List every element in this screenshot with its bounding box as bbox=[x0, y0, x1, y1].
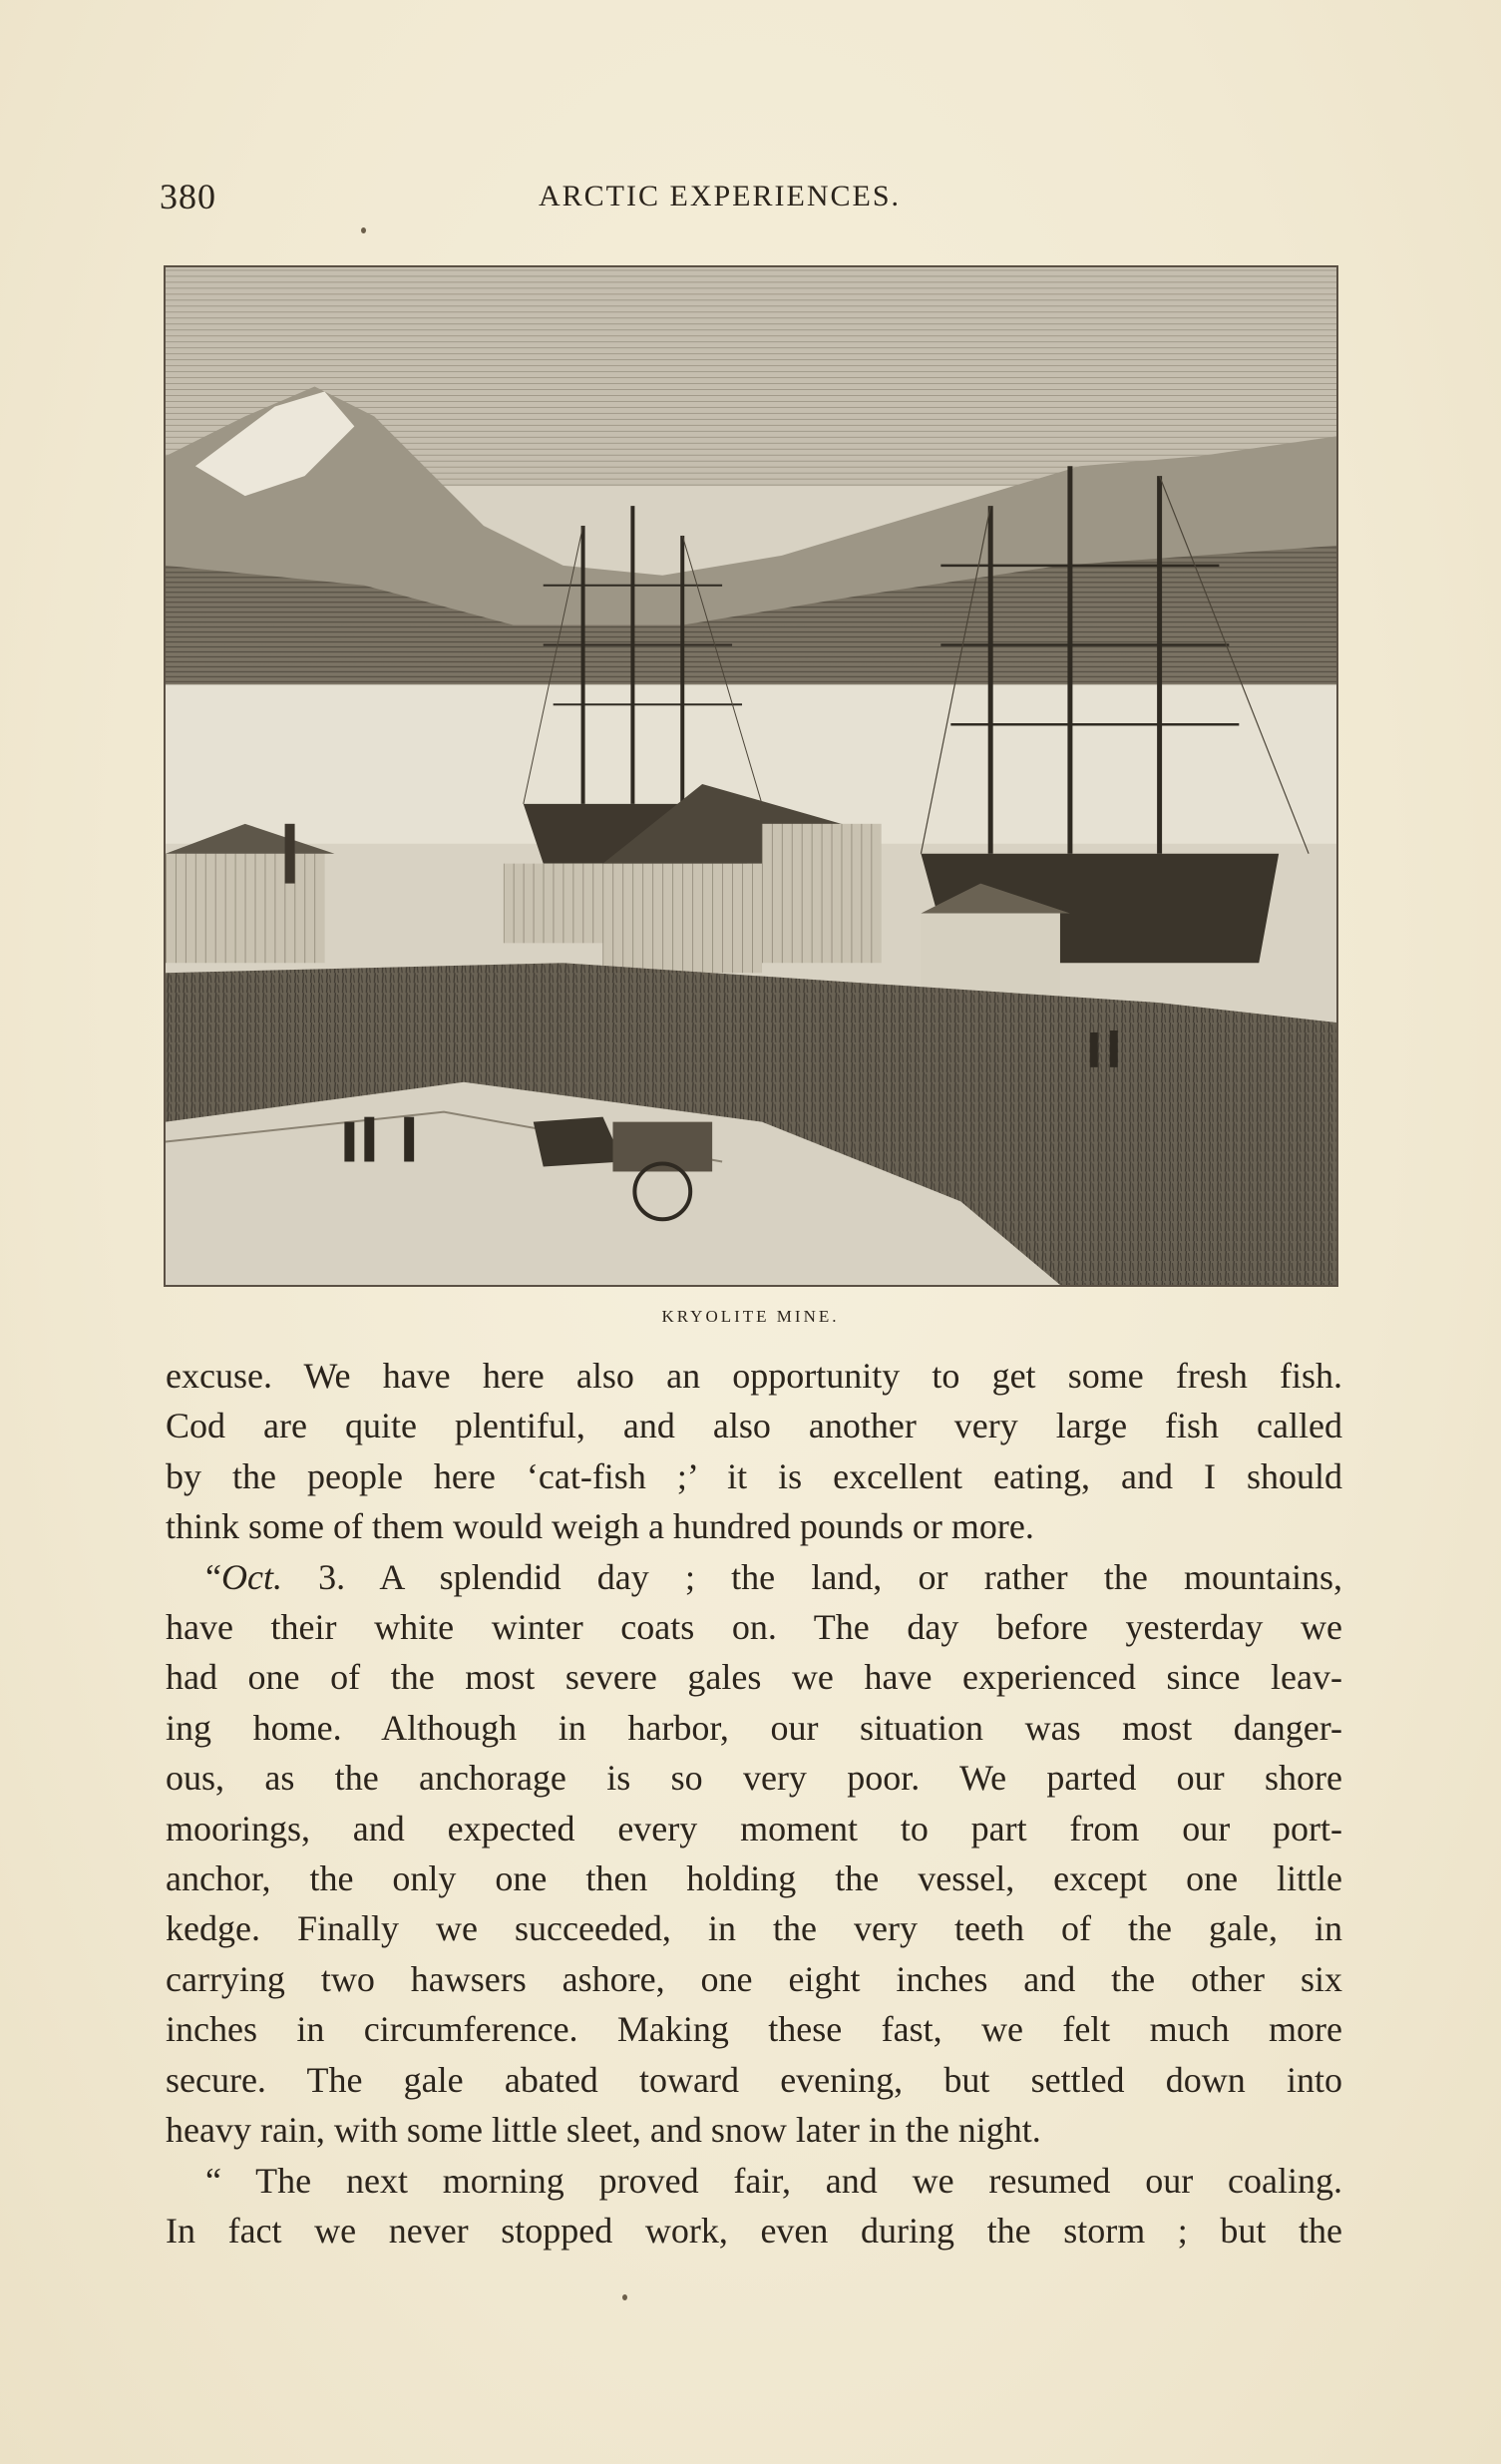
text-line: “ The next morning proved fair, and we resumed our coaling. bbox=[205, 2160, 1342, 2201]
text-line: Cod are quite plentiful, and also another very large fish called bbox=[166, 1406, 1342, 1446]
text-line: inches in circumference. Making these fast, we felt much more bbox=[166, 2009, 1342, 2050]
text-line: think some of them would weigh a hundred pounds or more. bbox=[166, 1506, 1034, 1547]
text-line: moorings, and expected every moment to part from our port- bbox=[166, 1808, 1342, 1848]
text-line: excuse. We have here also an opportunity to get some fresh fish. bbox=[166, 1356, 1342, 1396]
date-italic: Oct. bbox=[220, 1556, 282, 1597]
text-line: heavy rain, with some little sleet, and snow later in the night. bbox=[166, 2110, 1041, 2151]
text-line: had one of the most severe gales we have experienced since leav- bbox=[166, 1657, 1342, 1698]
engraving-illustration bbox=[164, 265, 1338, 1287]
body-text bbox=[166, 1351, 1342, 2256]
text-line: anchor, the only one then holding the vessel, except one little bbox=[166, 1858, 1342, 1899]
text-line: carrying two hawsers ashore, one eight inches and the other six bbox=[166, 1958, 1342, 1999]
text-line: secure. The gale abated toward evening, but settled down into bbox=[166, 2059, 1342, 2100]
ink-speck bbox=[622, 2294, 627, 2300]
paragraph-first-line bbox=[166, 1552, 1342, 1602]
running-head: ARCTIC EXPERIENCES. bbox=[539, 180, 902, 212]
text-line: kedge. Finally we succeeded, in the very teeth of the gale, in bbox=[166, 1908, 1342, 1949]
engraving-drawing bbox=[166, 267, 1336, 1285]
figure-caption: KRYOLITE MINE. bbox=[661, 1307, 840, 1326]
ink-speck bbox=[361, 227, 366, 233]
text-line: ing home. Although in harbor, our situation was most danger- bbox=[166, 1707, 1342, 1748]
first-line-rest: 3. A splendid day ; the land, or rather the mountains, bbox=[281, 1556, 1342, 1597]
text-line: In fact we never stopped work, even during the storm ; but the bbox=[166, 2210, 1342, 2251]
page-number: 380 bbox=[160, 177, 216, 216]
text-line: have their white winter coats on. The day before yesterday we bbox=[166, 1607, 1342, 1648]
text-line: by the people here ‘cat-fish ;’ it is excellent eating, and I should bbox=[166, 1455, 1342, 1496]
text-line: ous, as the anchorage is so very poor. We parted our shore bbox=[166, 1758, 1342, 1799]
open-quote: “ bbox=[205, 1556, 221, 1597]
